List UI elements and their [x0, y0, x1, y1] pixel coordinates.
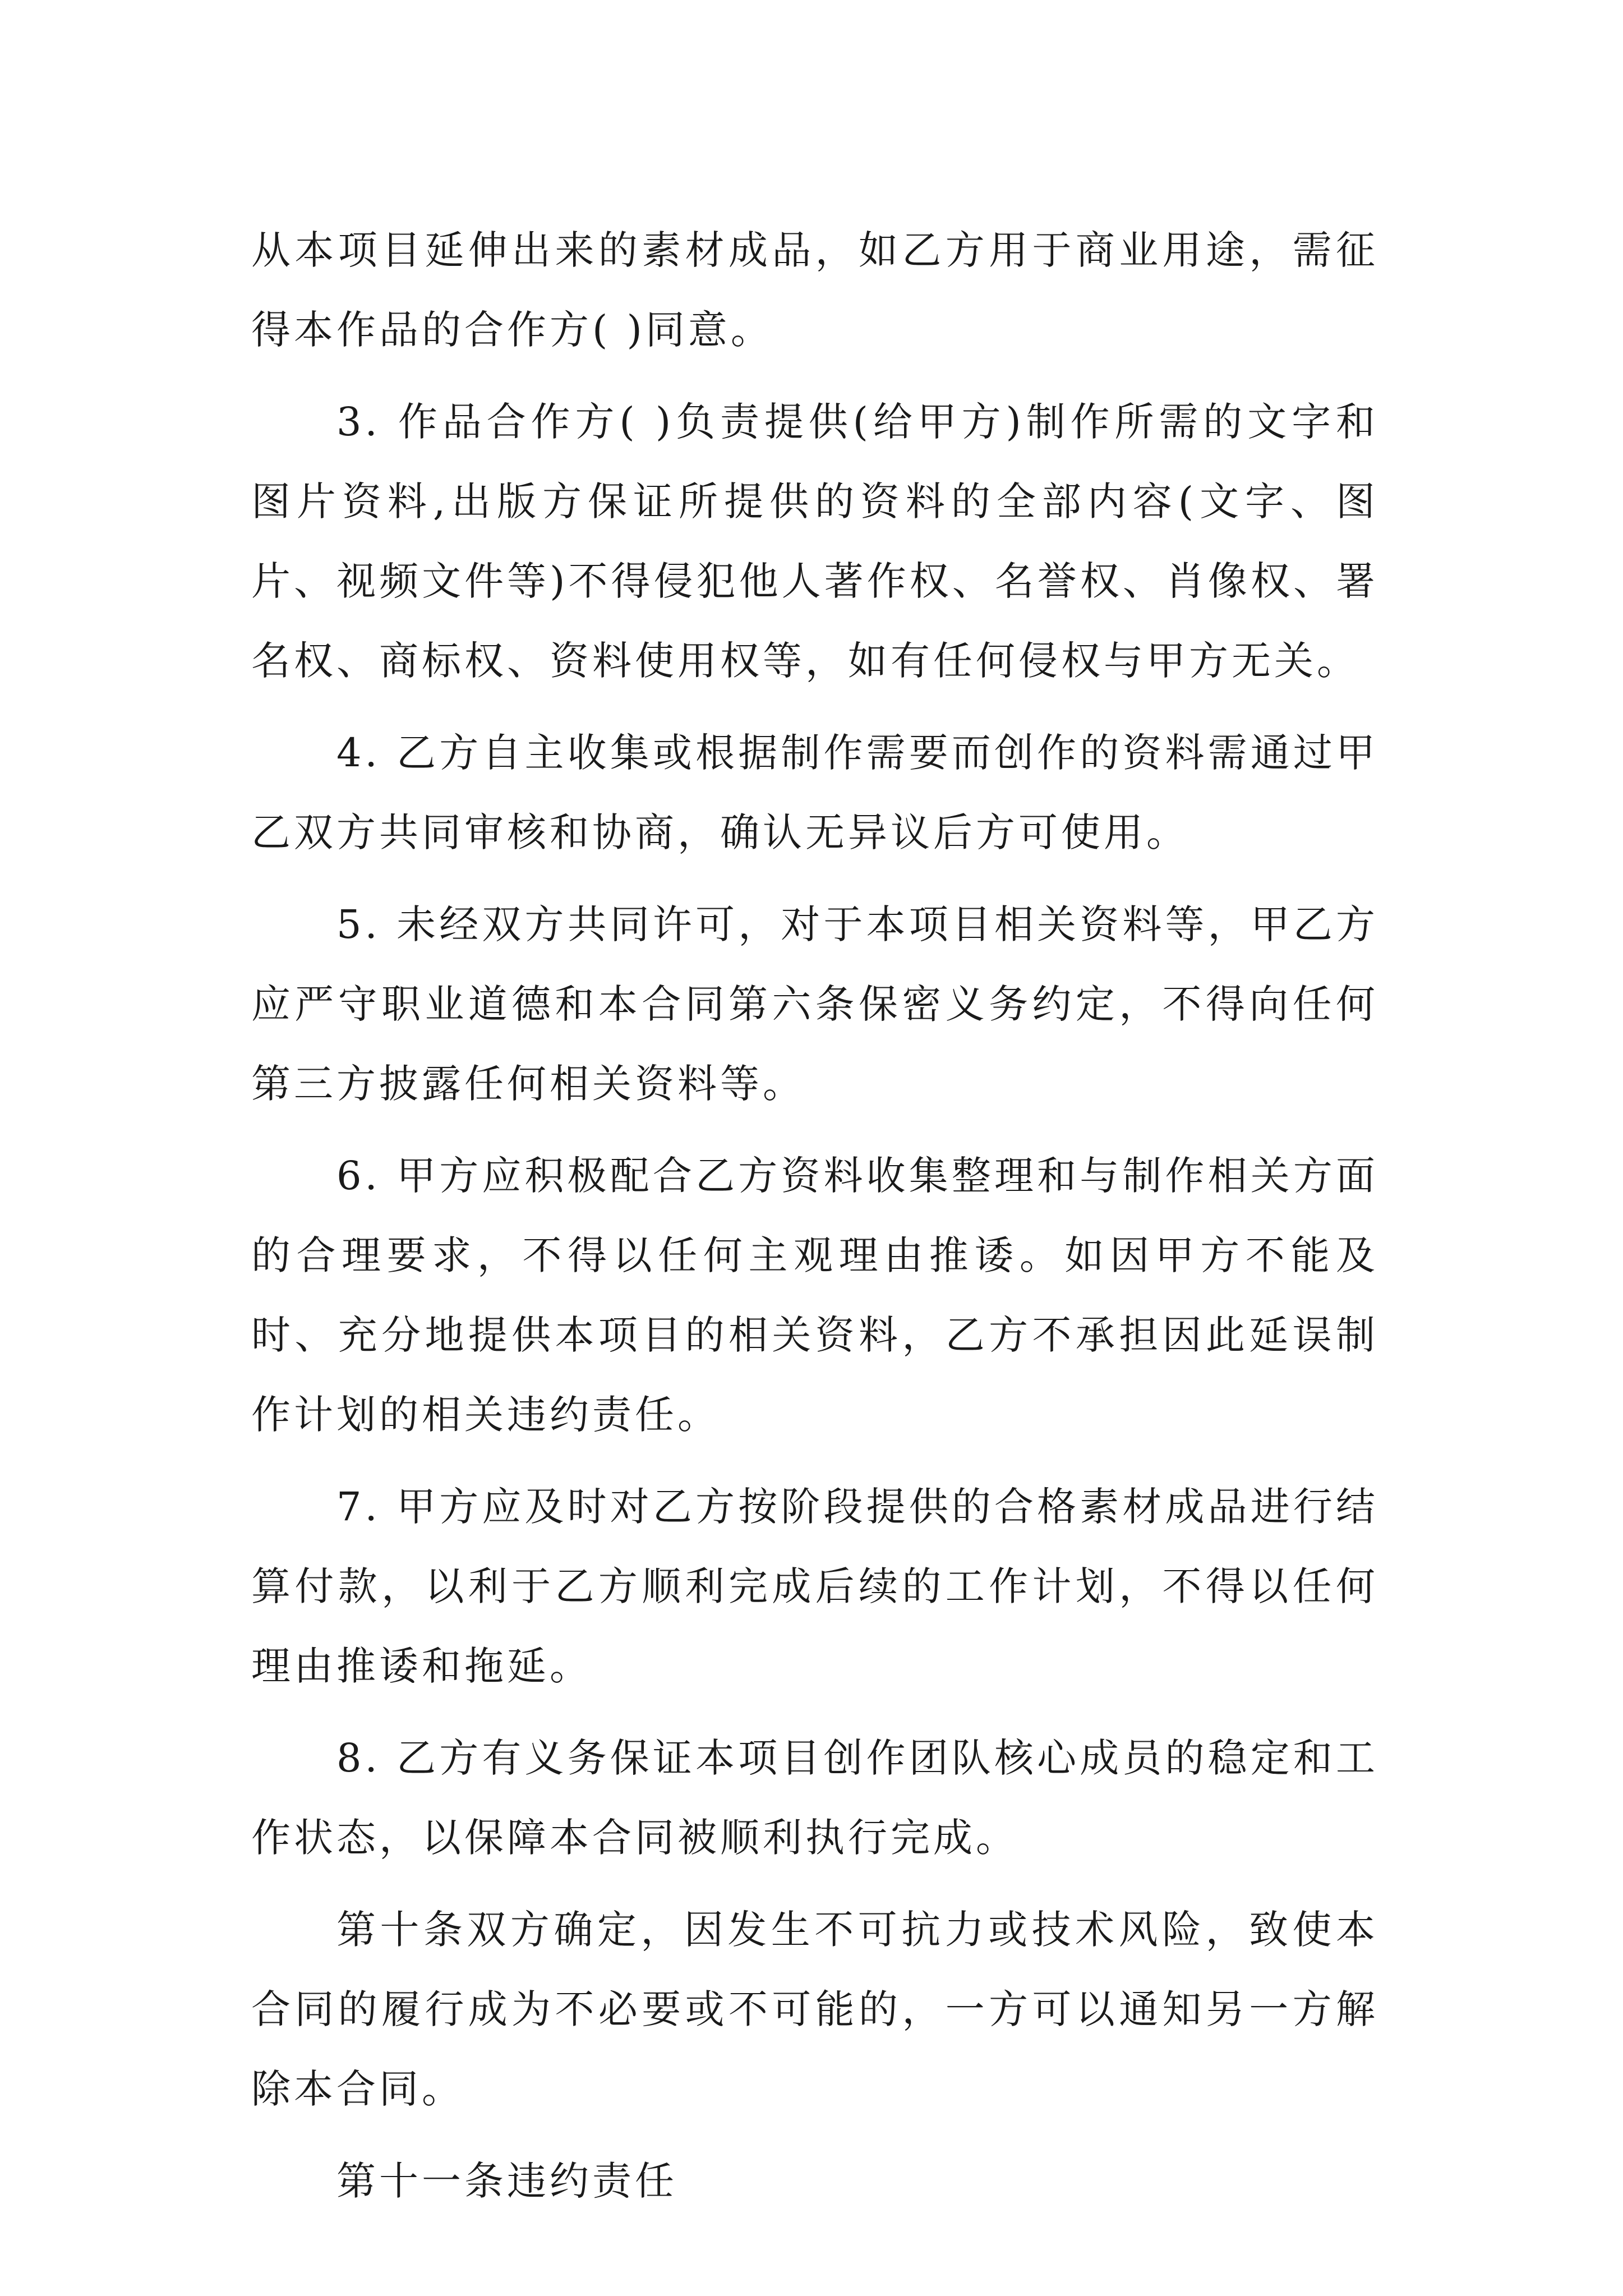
paragraph-item-7: 7. 甲方应及时对乙方按阶段提供的合格素材成品进行结算付款，以利于乙方顺利完成后续的工作计划，不得以任何理由推诿和拖延。	[251, 1484, 1378, 1689]
paragraph-item-3: 3. 作品合作方( )负责提供(给甲方)制作所需的文字和图片资料,出版方保证所提供的资料的全部内容(文字、图片、视频文件等)不得侵犯他人著作权、名誉权、肖像权、署名权、商标权、资料使用权等，如有任何侵权与甲方无关。	[251, 399, 1378, 684]
paragraph-continuation: 从本项目延伸出来的素材成品，如乙方用于商业用途，需征得本作品的合作方( )同意。	[251, 227, 1378, 353]
article-11-heading: 第十一条违约责任	[336, 2158, 677, 2204]
article-10-paragraph: 第十条双方确定，因发生不可抗力或技术风险，致使本合同的履行成为不必要或不可能的，一方可以通知另一方解除本合同。	[251, 1907, 1378, 2112]
document-body	[251, 210, 1378, 2221]
paragraph-item-4: 4. 乙方自主收集或根据制作需要而创作的资料需通过甲乙双方共同审核和协商，确认无异议后方可使用。	[251, 730, 1378, 855]
paragraph-item-8: 8. 乙方有义务保证本项目创作团队核心成员的稳定和工作状态，以保障本合同被顺利执行完成。	[251, 1735, 1378, 1861]
paragraph-item-6: 6. 甲方应积极配合乙方资料收集整理和与制作相关方面的合理要求，不得以任何主观理由推诿。如因甲方不能及时、充分地提供本项目的相关资料，乙方不承担因此延误制作计划的相关违约责任。	[251, 1153, 1378, 1438]
paragraph-item-5: 5. 未经双方共同许可，对于本项目相关资料等，甲乙方应严守职业道德和本合同第六条保密义务约定，不得向任何第三方披露任何相关资料等。	[251, 901, 1378, 1107]
